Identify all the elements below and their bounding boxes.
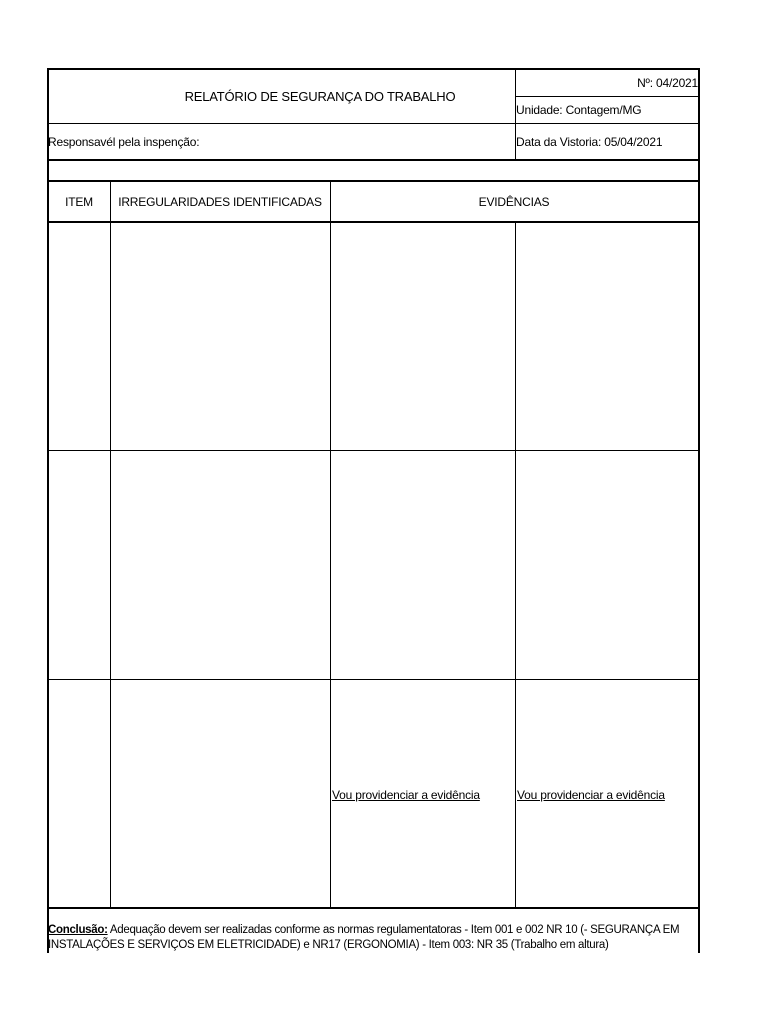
- inspection-date: Data da Vistoria: 05/04/2021: [516, 135, 663, 149]
- body-col-evidence: [515, 222, 516, 908]
- bottom-edge: [47, 953, 700, 954]
- responsible-label: Responsavél pela inspenção:: [48, 135, 200, 149]
- responsible-bottom-line: [48, 159, 699, 161]
- table-row-3-evidence-2: Vou providenciar a evidência: [517, 788, 665, 802]
- header-bottom-line: [48, 123, 699, 124]
- report-number: Nº: 04/2021: [637, 76, 698, 90]
- border-right: [698, 68, 700, 954]
- report-title: RELATÓRIO DE SEGURANÇA DO TRABALHO: [184, 89, 456, 104]
- header-number-divider: [515, 96, 699, 97]
- conclusion: [48, 923, 700, 953]
- body-col-item: [110, 222, 111, 908]
- column-header-irregularities: IRREGULARIDADES IDENTIFICADAS: [118, 195, 322, 209]
- row-separator-1: [48, 450, 699, 451]
- conclusion-label: Conclusão:: [48, 924, 108, 936]
- border-top: [47, 68, 700, 70]
- conclusion-text: Adequação devem ser realizadas conforme as normas regulamentatoras - Item 001 e 002 NR 10 (- SEGURANÇA EM INSTALAÇÕES E SERVIÇOS EM ELETRICIDADE) e NR17 (ERGONOMIA) - Item 003: NR 35 (Trabalho em altura): [48, 924, 680, 951]
- body-col-irreg: [330, 222, 331, 908]
- spacer-bottom-line: [48, 180, 699, 182]
- row-separator-2: [48, 679, 699, 680]
- column-header-bottom: [48, 221, 699, 223]
- table-bottom-line: [48, 907, 699, 909]
- column-header-item: ITEM: [65, 195, 93, 209]
- unit-label: Unidade: Contagem/MG: [516, 103, 642, 117]
- table-row-3-evidence-1: Vou providenciar a evidência: [332, 788, 480, 802]
- column-header-evidences: EVIDÊNCIAS: [478, 195, 550, 209]
